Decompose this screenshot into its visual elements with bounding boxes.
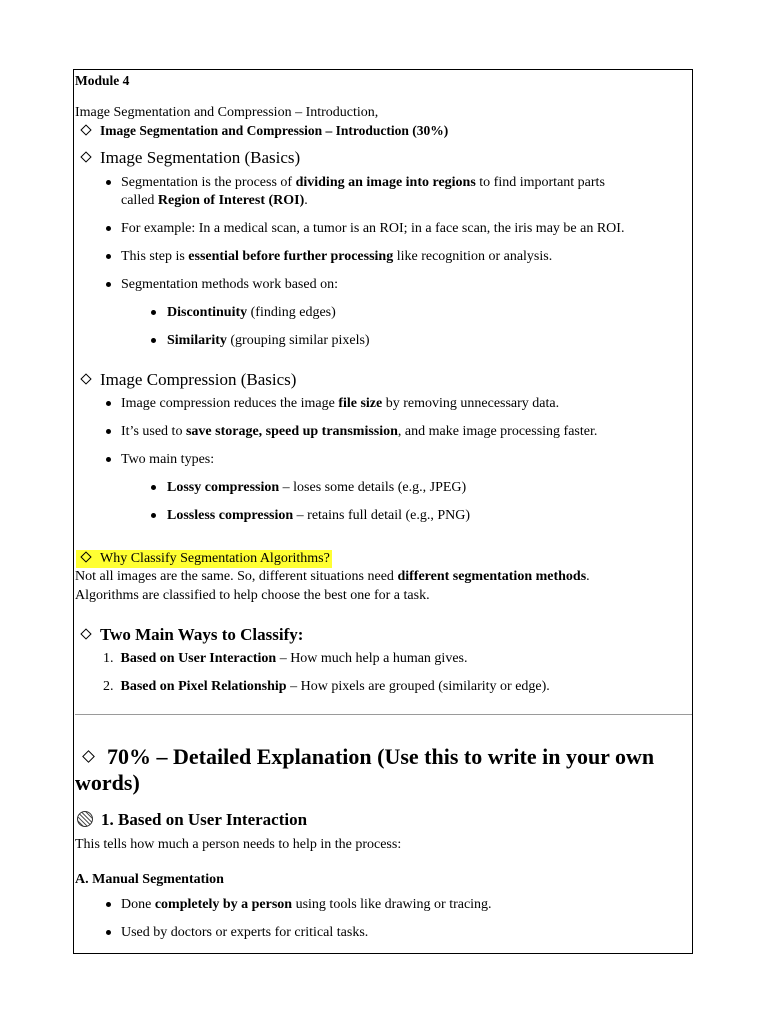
bullet-icon — [106, 930, 111, 935]
diamond-bullet-icon — [80, 124, 91, 135]
bullet-icon — [106, 226, 111, 231]
intro-heading: Image Segmentation and Compression – Introduction (30%) — [82, 122, 448, 140]
module-title: Module 4 — [75, 73, 130, 88]
diamond-bullet-icon — [80, 151, 91, 162]
intro-line: Image Segmentation and Compression – Introduction, — [75, 105, 379, 120]
manual-seg-heading: A. Manual Segmentation — [75, 872, 224, 887]
bullet-icon — [106, 429, 111, 434]
two-ways-heading: Two Main Ways to Classify: — [82, 625, 303, 645]
why-paragraph-2: Algorithms are classified to help choose the best one for a task. — [75, 588, 430, 603]
bullet-icon — [106, 180, 111, 185]
diamond-bullet-icon — [80, 373, 91, 384]
bullet-icon — [106, 401, 111, 406]
seg-bullet-3: This step is essential before further processing like recognition or analysis. — [121, 249, 553, 264]
diamond-bullet-icon — [80, 628, 91, 639]
bullet-icon — [151, 485, 156, 490]
bullet-icon — [151, 513, 156, 518]
two-ways-item-2: 2. Based on Pixel Relationship – How pixels are grouped (similarity or edge). — [103, 679, 550, 694]
why-heading: Why Classify Segmentation Algorithms? — [76, 550, 332, 568]
seg-sub-1: Discontinuity (finding edges) — [167, 305, 336, 320]
diamond-bullet-icon — [80, 551, 91, 562]
seg-bullet-2: For example: In a medical scan, a tumor is an ROI; in a face scan, the iris may be an ROI. — [121, 221, 625, 236]
seg-bullet-1-line2: called Region of Interest (ROI). — [121, 193, 308, 208]
detailed-heading: 70% – Detailed Explanation (Use this to write in your own words) — [75, 744, 655, 795]
bullet-icon — [106, 282, 111, 287]
manual-bullet-2: Used by doctors or experts for critical tasks. — [121, 925, 369, 940]
bullet-icon — [151, 310, 156, 315]
diamond-bullet-icon — [82, 751, 95, 764]
comp-sub-1: Lossy compression – loses some details (e.g., JPEG) — [167, 480, 467, 495]
comp-bullet-1: Image compression reduces the image file size by removing unnecessary data. — [121, 396, 560, 411]
comp-sub-2: Lossless compression – retains full detail (e.g., PNG) — [167, 508, 471, 523]
why-paragraph-1: Not all images are the same. So, different situations need different segmentation methods. — [75, 569, 590, 584]
seg-sub-2: Similarity (grouping similar pixels) — [167, 333, 370, 348]
user-interaction-intro: This tells how much a person needs to help in the process: — [75, 837, 402, 852]
bullet-icon — [106, 457, 111, 462]
document-page — [73, 69, 693, 954]
user-interaction-heading: 1. Based on User Interaction — [77, 810, 307, 830]
seg-bullet-4: Segmentation methods work based on: — [121, 277, 338, 292]
section-divider — [75, 714, 693, 715]
two-ways-item-1: 1. Based on User Interaction – How much help a human gives. — [103, 651, 468, 666]
bullet-icon — [151, 338, 156, 343]
bullet-icon — [106, 254, 111, 259]
comp-bullet-2: It’s used to save storage, speed up transmission, and make image processing faster. — [121, 424, 598, 439]
comp-basics-heading: Image Compression (Basics) — [82, 370, 296, 390]
bullet-icon — [106, 902, 111, 907]
seg-basics-heading: Image Segmentation (Basics) — [82, 148, 300, 168]
hatched-circle-icon — [77, 811, 93, 827]
manual-bullet-1: Done completely by a person using tools like drawing or tracing. — [121, 897, 492, 912]
comp-bullet-3: Two main types: — [121, 452, 215, 467]
seg-bullet-1: Segmentation is the process of dividing an image into regions to find important parts — [121, 175, 605, 190]
